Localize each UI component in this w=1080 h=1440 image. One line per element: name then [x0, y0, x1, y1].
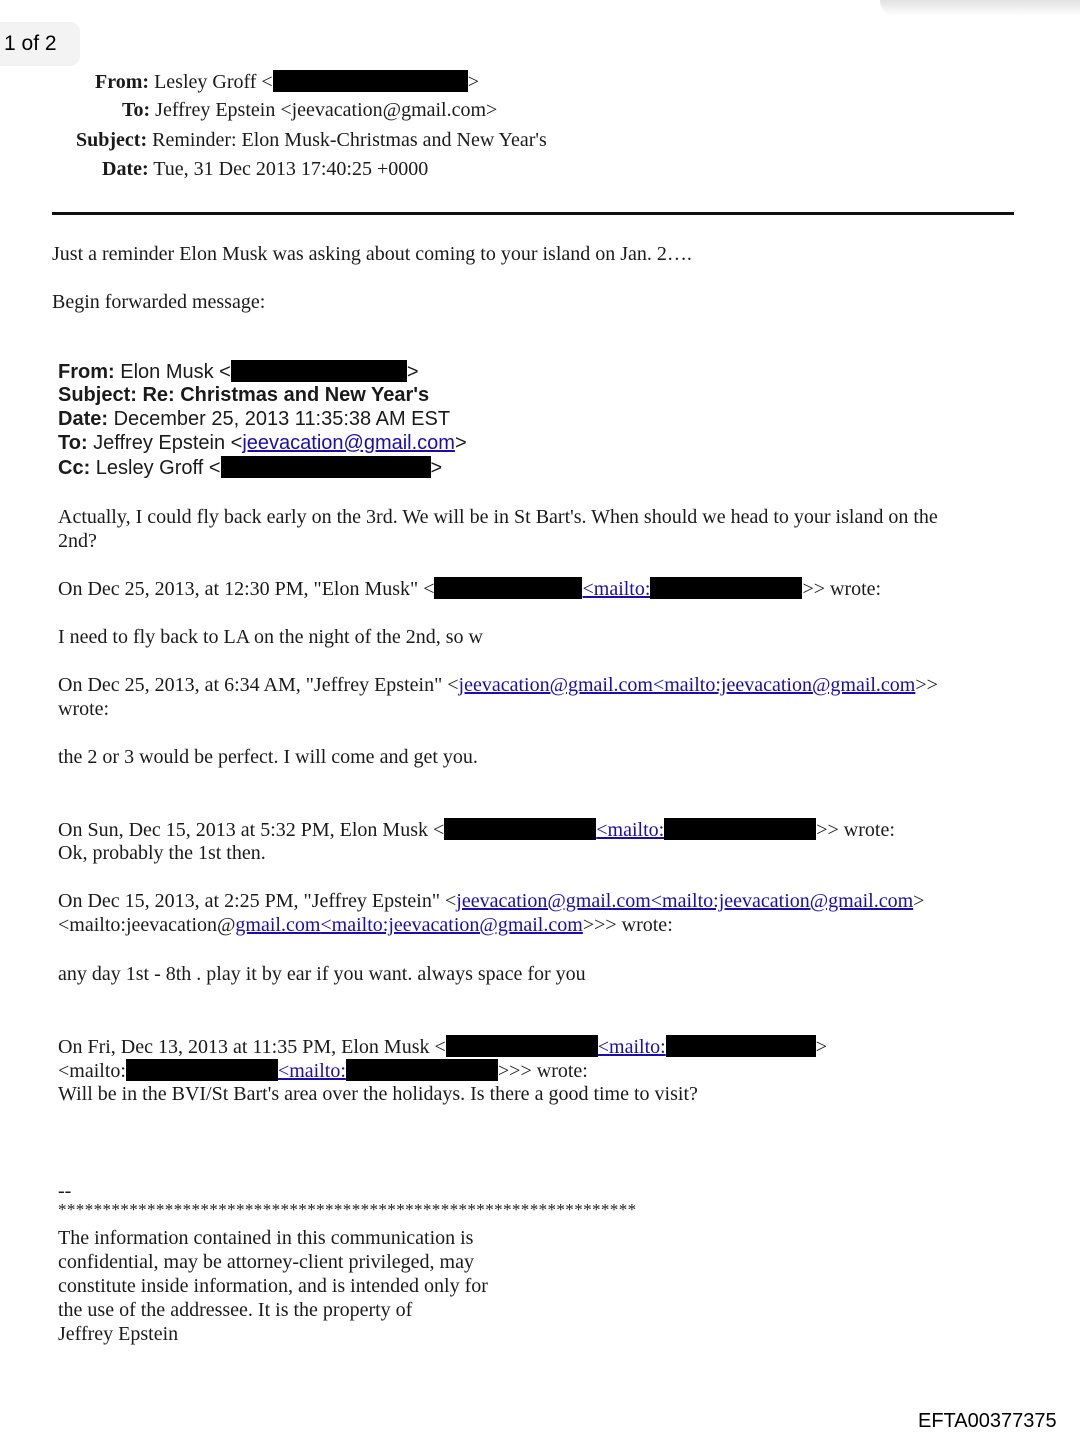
fwd-to-row	[58, 432, 467, 455]
header-from-name: Lesley Groff <	[154, 71, 273, 93]
fwd-date-label: Date:	[58, 408, 109, 430]
disclaimer-line: confidential, may be attorney-client privileged, may	[58, 1251, 474, 1273]
quote-header-end: >>> wrote:	[582, 914, 673, 936]
header-subject-value: Reminder: Elon Musk-Christmas and New Year's	[152, 129, 547, 151]
quote-header-4-line-2	[58, 914, 673, 937]
disclaimer-line: The information contained in this communication is	[58, 1227, 474, 1249]
quote-text-1: I need to fly back to LA on the night of the 2nd, so w	[58, 626, 483, 648]
quote-header-2-wrote: wrote:	[58, 698, 110, 720]
mailto-link[interactable]: <mailto:jeevacation@gmail.com	[650, 890, 914, 912]
redaction-bar	[126, 1059, 278, 1081]
quote-header-end: >> wrote:	[816, 819, 895, 841]
page-counter-badge: 1 of 2	[0, 22, 80, 66]
quote-header-text: On Dec 25, 2013, at 12:30 PM, "Elon Musk" <	[58, 578, 435, 600]
fwd-from-label: From:	[58, 361, 115, 383]
quote-text-4: any day 1st - 8th . play it by ear if you want. always space for you	[58, 963, 586, 985]
forward-line: Begin forwarded message:	[52, 291, 266, 313]
redaction-bar	[434, 577, 582, 599]
quote-header-5	[58, 1035, 827, 1059]
redaction-bar	[664, 818, 816, 840]
mailto-text: <mailto:jeevacation@	[58, 914, 236, 936]
fwd-to-value: Jeffrey Epstein <	[93, 432, 243, 454]
header-from-row	[95, 70, 479, 94]
fwd-from-row	[58, 360, 419, 384]
mailto-link[interactable]: <mailto:	[582, 578, 651, 600]
signature-dashes: --	[58, 1180, 72, 1202]
fwd-cc-end: >	[430, 457, 443, 479]
disclaimer-line: the use of the addressee. It is the property of	[58, 1299, 413, 1321]
redaction-bar	[650, 577, 802, 599]
quote-header-2	[58, 674, 938, 697]
email-link[interactable]: jeevacation@gmail.com	[458, 674, 653, 696]
fwd-cc-label: Cc:	[58, 457, 91, 479]
quote-header-5-line-2	[58, 1059, 588, 1083]
quote-text-3: Ok, probably the 1st then.	[58, 842, 266, 864]
quote-header-3	[58, 818, 895, 842]
quote-header-1	[58, 577, 881, 601]
redaction-bar	[446, 1035, 598, 1057]
mailto-link[interactable]: <mailto:	[277, 1060, 346, 1082]
disclaimer-line: constitute inside information, and is intended only for	[58, 1275, 488, 1297]
fwd-to-end: >	[454, 432, 467, 454]
quote-header-4	[58, 890, 924, 913]
fwd-subject-row	[58, 384, 429, 407]
redaction-bar	[346, 1059, 498, 1081]
header-date-value: Tue, 31 Dec 2013 17:40:25 +0000	[153, 158, 429, 180]
mailto-link[interactable]: <mailto:jeevacation@gmail.com	[320, 914, 583, 936]
header-date-row	[102, 158, 428, 181]
header-to-label: To:	[122, 99, 151, 121]
quote-header-text: On Fri, Dec 13, 2013 at 11:35 PM, Elon Musk <	[58, 1036, 446, 1058]
header-from-end: >	[467, 71, 479, 93]
mailto-text: <mailto:	[58, 1060, 126, 1082]
quote-header-text: On Dec 25, 2013, at 6:34 AM, "Jeffrey Epstein" <	[58, 674, 459, 696]
header-date-label: Date:	[102, 158, 149, 180]
quote-header-end: >> wrote:	[802, 578, 882, 600]
header-to-value: Jeffrey Epstein <jeevacation@gmail.com>	[155, 99, 498, 121]
intro-text: Just a reminder Elon Musk was asking about coming to your island on Jan. 2….	[52, 243, 692, 265]
quote-header-end: >>> wrote:	[497, 1060, 588, 1082]
email-link[interactable]: jeevacation@gmail.com	[456, 890, 651, 912]
document-id: EFTA00377375	[918, 1410, 1057, 1432]
reply-text-line-2: 2nd?	[58, 530, 97, 552]
quote-header-end: >	[815, 1036, 827, 1058]
fwd-to-label: To:	[58, 432, 88, 454]
redaction-bar	[444, 818, 596, 840]
redaction-bar	[666, 1035, 816, 1057]
disclaimer-stars: *****************************************************************	[58, 1200, 637, 1219]
fwd-subject-label: Subject: Re: Christmas and New Year's	[58, 384, 430, 406]
quote-header-text: On Dec 15, 2013, at 2:25 PM, "Jeffrey Epstein" <	[58, 890, 457, 912]
header-divider	[52, 212, 1014, 215]
mailto-link[interactable]: <mailto:	[596, 819, 665, 841]
fwd-cc-value: Lesley Groff <	[95, 457, 221, 479]
fwd-from-value: Elon Musk <	[120, 361, 231, 383]
redaction-bar	[273, 70, 468, 92]
disclaimer-line: Jeffrey Epstein	[58, 1323, 179, 1345]
quote-text-2: the 2 or 3 would be perfect. I will come and get you.	[58, 746, 478, 768]
header-subject-label: Subject:	[76, 129, 148, 151]
reply-text-line-1: Actually, I could fly back early on the 3rd. We will be in St Bart's. When should we head to your island on the	[58, 506, 938, 528]
fwd-to-email-link[interactable]: jeevacation@gmail.com	[242, 432, 455, 454]
quote-header-text: On Sun, Dec 15, 2013 at 5:32 PM, Elon Musk <	[58, 819, 445, 841]
fwd-date-value: December 25, 2013 11:35:38 AM EST	[113, 408, 451, 430]
page-edge-shadow	[880, 0, 1080, 16]
header-to-row	[122, 99, 497, 122]
mailto-link[interactable]: <mailto:jeevacation@gmail.com	[652, 674, 916, 696]
email-link[interactable]: gmail.com	[235, 914, 321, 936]
header-from-label: From:	[95, 71, 150, 93]
mailto-link[interactable]: <mailto:	[597, 1036, 666, 1058]
redaction-bar	[221, 456, 431, 478]
fwd-from-end: >	[406, 361, 419, 383]
redaction-bar	[231, 360, 407, 382]
quote-header-end: >	[913, 890, 925, 912]
quote-text-5: Will be in the BVI/St Bart's area over the holidays. Is there a good time to visit?	[58, 1083, 698, 1105]
fwd-cc-row	[58, 456, 442, 480]
quote-header-end: >>	[915, 674, 938, 696]
fwd-date-row	[58, 408, 450, 431]
header-subject-row	[76, 129, 547, 152]
